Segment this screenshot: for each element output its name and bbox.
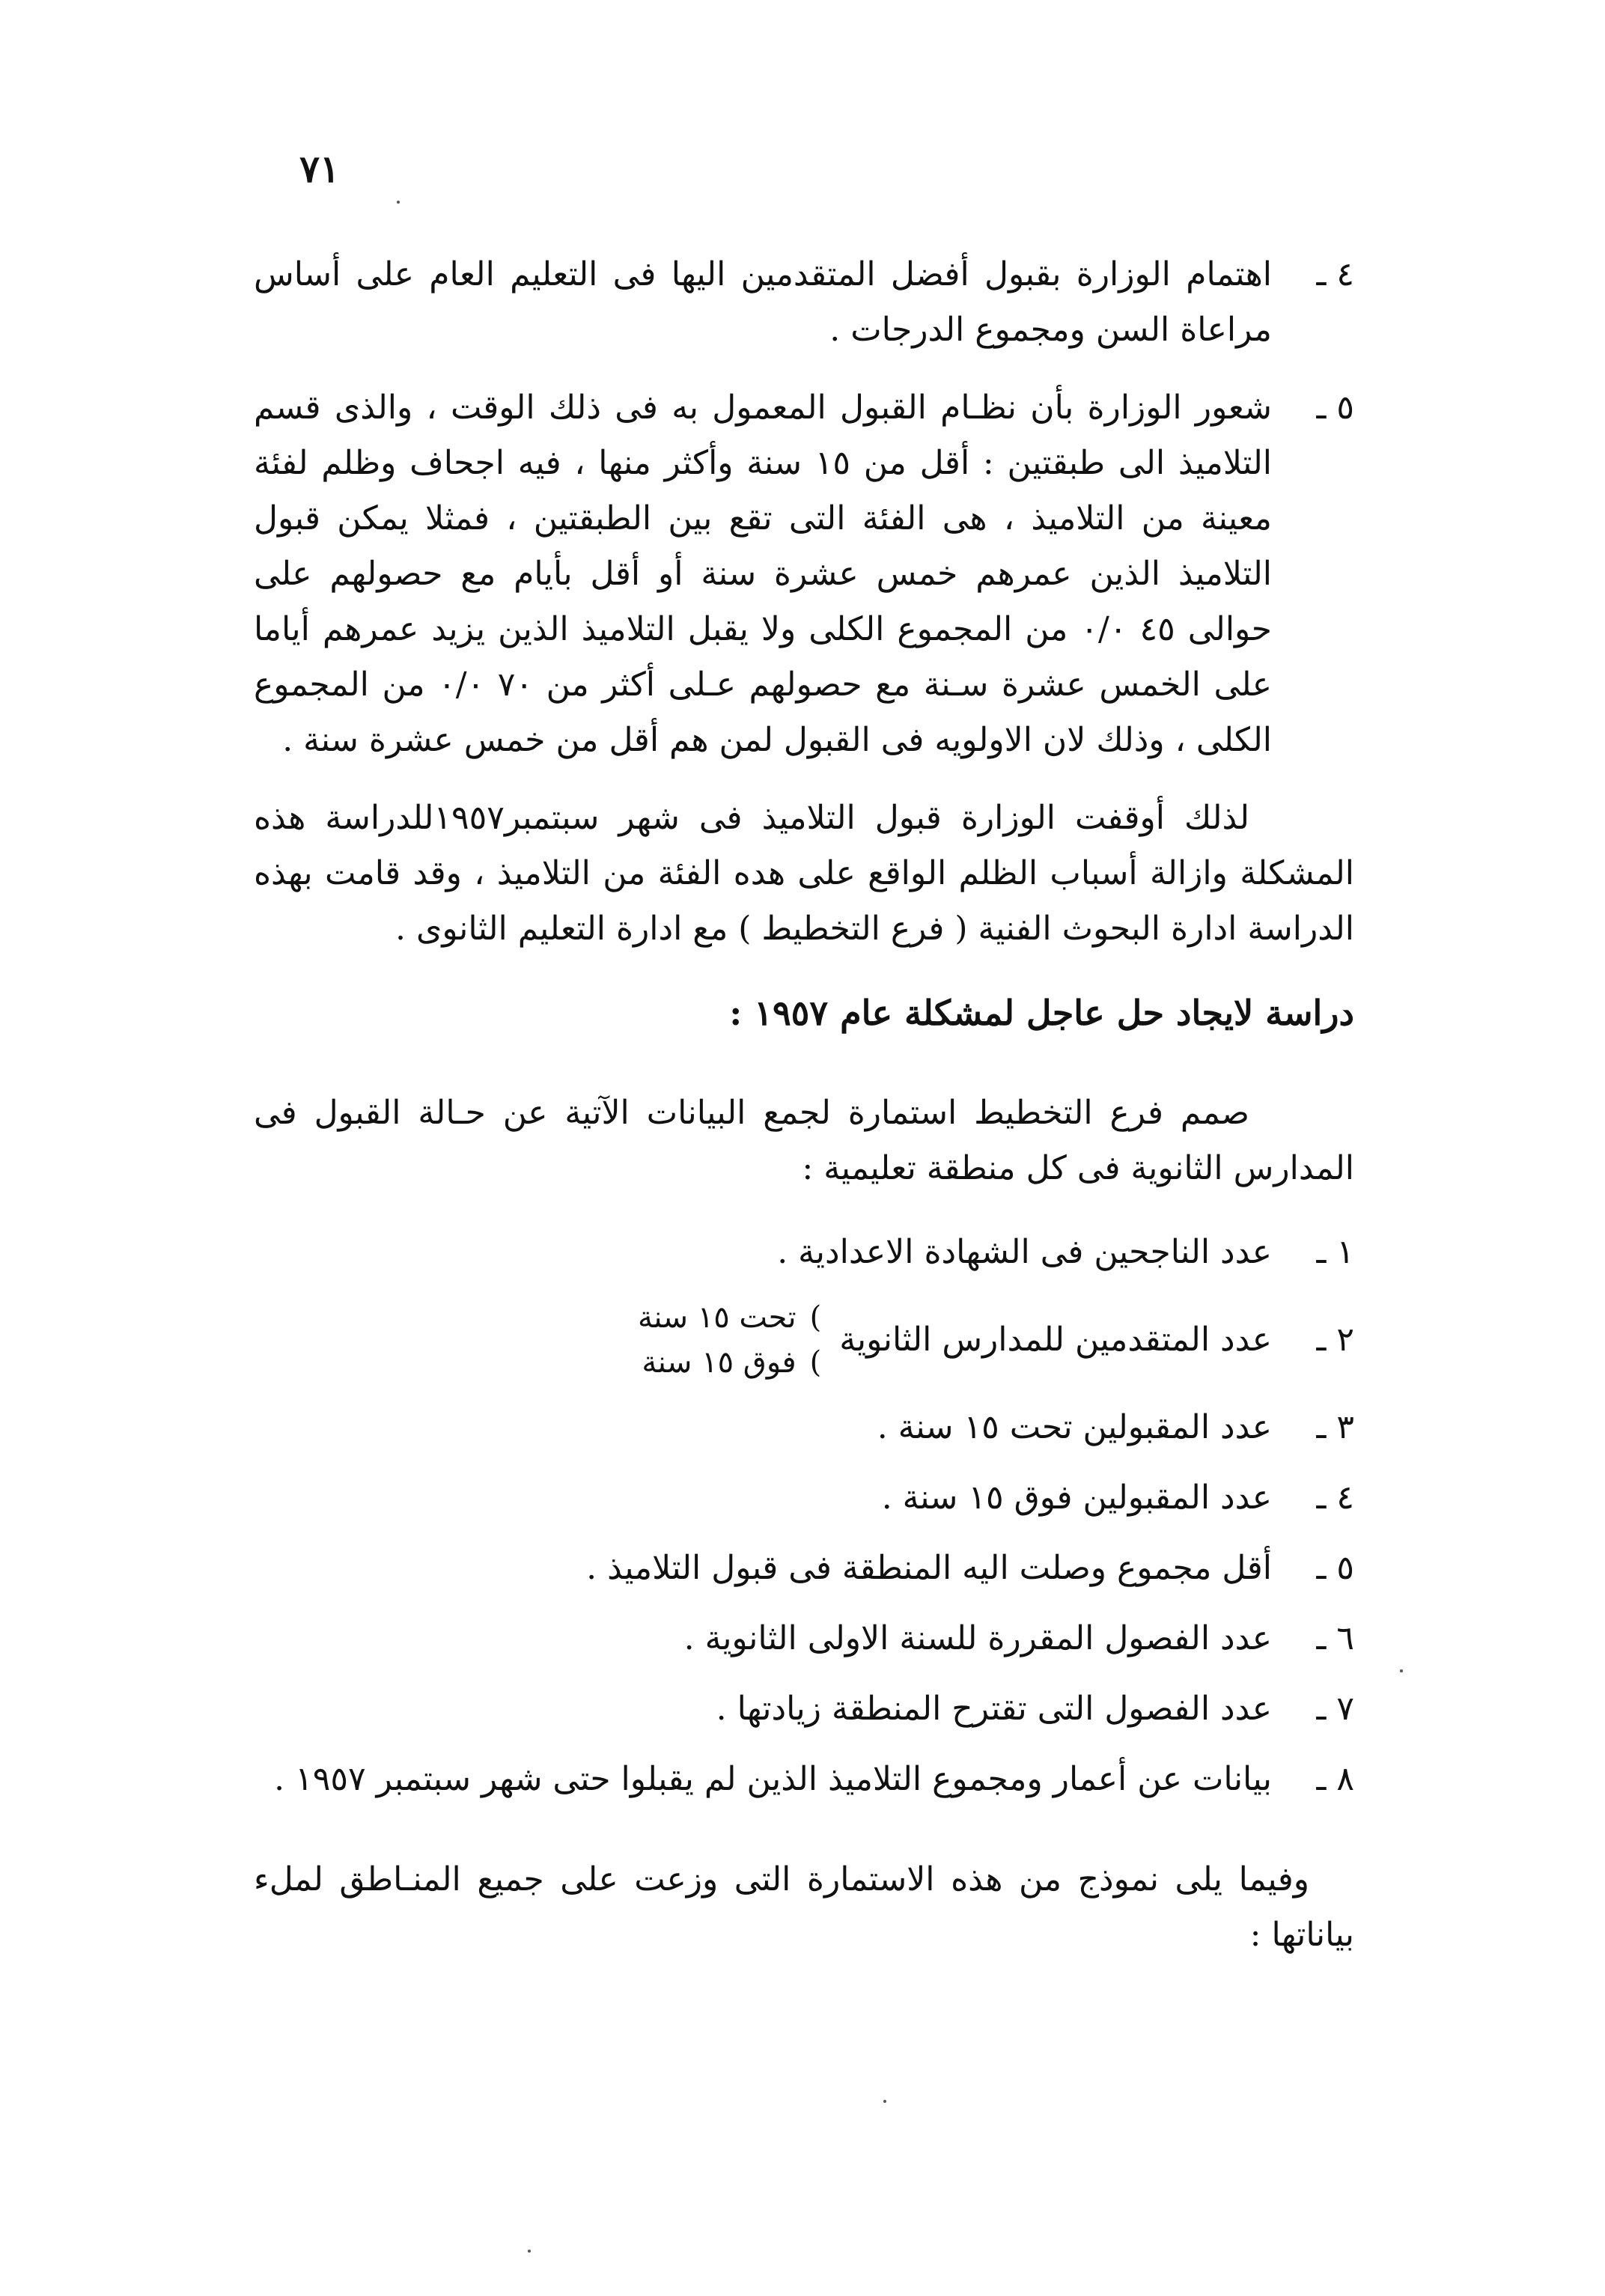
section-heading: دراسة لايجاد حل عاجل لمشكلة عام ١٩٥٧ : (729, 993, 1354, 1033)
list-item-6 (254, 1611, 1354, 1666)
point-number: ٥ ـ (1316, 389, 1354, 427)
page-body (254, 247, 1354, 1963)
list-number: ٣ ـ (1316, 1408, 1354, 1446)
bracket-glyphs: ) ) (809, 1300, 822, 1380)
closing-paragraph: وفيما يلى نموذج من هذه الاستمارة التى وزعت على جميع المنـاطق لملء بياناتها : (254, 1860, 1354, 1954)
list-item-7 (254, 1681, 1354, 1737)
list-number: ١ ـ (1316, 1233, 1354, 1271)
point-text: اهتمام الوزارة بقبول أفضل المتقدمين اليها فى التعليم العام على أساس مراعاة السن ومجموع الدرجات . (254, 255, 1272, 349)
paragraph-form-design: صمم فرع التخطيط استمارة لجمع البيانات الآتية عن حـالة القبول فى المدارس الثانوية فى كل منطقة تعليمية : (254, 1094, 1354, 1187)
numbered-point-4 (254, 247, 1354, 358)
scan-speck (397, 201, 400, 204)
list-item-8 (254, 1752, 1354, 1807)
list-text: عدد المقبولين فوق ١٥ سنة . (881, 1479, 1272, 1517)
scan-speck (883, 2100, 886, 2103)
option-under-15: تحت ١٥ سنة (637, 1300, 797, 1335)
list-item-2 (254, 1295, 1354, 1385)
point-text: شعور الوزارة بأن نظـام القبول المعمول به فى ذلك الوقت ، والذى قسم التلاميذ الى طبقتين : أقل من ١٥ سنة وأكثر منها ، فيه اجحاف وظلم لفئة معينة من التلاميذ ، هى الفئة التى تقع بين الطبقتين ، فمثلا يمكن قبول التلاميذ الذين عمرهم خمس عشرة سنة أو أقل بأيام مع حصولهم على حوالى ٤٥ ٠/٠ من المجموع الكلى ولا يقبل التلاميذ الذين يزيد عمرهم أياما على الخمس عشرة سـنة مع حصولهم عـلى أكثر من ٧٠ ٠/٠ من المجموع الكلى ، وذلك لان الاولويه فى القبول لمن هم أقل من خمس عشرة سنة . (254, 389, 1272, 759)
list-text: عدد الفصول المقررة للسنة الاولى الثانوية . (683, 1619, 1272, 1657)
numbered-point-5 (254, 380, 1354, 768)
list-item-3 (254, 1400, 1354, 1455)
list-number: ٥ ـ (1316, 1549, 1354, 1587)
list-text: عدد الناجحين فى الشهادة الاعدادية . (777, 1233, 1272, 1271)
list-number: ٨ ـ (1316, 1760, 1354, 1798)
page-number: ٧١ (299, 147, 340, 191)
age-options (638, 1295, 797, 1385)
scan-speck (528, 2250, 531, 2253)
list-item-4 (254, 1470, 1354, 1526)
list-text: بيانات عن أعمار ومجموع التلاميذ الذين لم يقبلوا حتى شهر سبتمبر ١٩٥٧ . (274, 1760, 1272, 1798)
paragraph-suspension: لذلك أوقفت الوزارة قبول التلاميذ فى شهر سبتمبر١٩٥٧للدراسة هذه المشكلة وازالة أسباب الظلم الواقع على هده الفئة من التلاميذ ، وقد قامت بهذه الدراسة ادارة البحوث الفنية ( فرع التخطيط ) مع ادارة التعليم الثانوى . (254, 799, 1354, 948)
list-number: ٧ ـ (1316, 1690, 1354, 1728)
option-over-15: فوق ١٥ سنة (642, 1345, 797, 1380)
list-text: عدد الفصول التى تقترح المنطقة زيادتها . (716, 1690, 1272, 1728)
list-number: ٢ ـ (1316, 1321, 1354, 1359)
list-number: ٤ ـ (1316, 1479, 1354, 1517)
point-number: ٤ ـ (1316, 255, 1354, 293)
list-text: عدد المقبولين تحت ١٥ سنة . (877, 1408, 1272, 1446)
list-text: أقل مجموع وصلت اليه المنطقة فى قبول التلاميذ . (586, 1549, 1272, 1587)
list-item-1 (254, 1225, 1354, 1280)
list-number: ٦ ـ (1316, 1619, 1354, 1657)
list-text: عدد المتقدمين للمدارس الثانوية (839, 1321, 1272, 1359)
list-item-5 (254, 1541, 1354, 1596)
scan-speck (1400, 1669, 1403, 1672)
